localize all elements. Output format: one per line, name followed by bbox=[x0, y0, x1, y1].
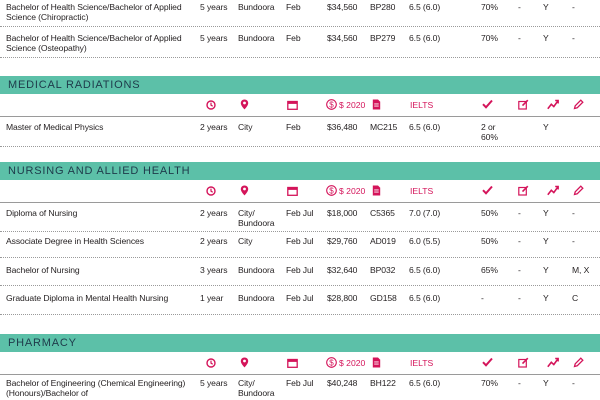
cell-c11: M, X bbox=[572, 265, 590, 275]
intake: Feb bbox=[286, 2, 301, 12]
campus: Bundoora bbox=[238, 33, 275, 43]
cell-c8: 50% bbox=[481, 208, 498, 218]
cell-c10: Y bbox=[543, 2, 549, 12]
ielts-label: IELTS bbox=[410, 186, 434, 196]
course-code: BP032 bbox=[370, 265, 396, 275]
cell-c8: 65% bbox=[481, 265, 498, 275]
svg-text:$: $ bbox=[329, 100, 334, 110]
cell-c10: Y bbox=[543, 378, 549, 388]
intake: Feb Jul bbox=[286, 293, 314, 303]
course-code: C5365 bbox=[370, 208, 395, 218]
dollar-icon bbox=[326, 185, 337, 196]
duration: 5 years bbox=[200, 2, 228, 12]
course-code: AD019 bbox=[370, 236, 396, 246]
section-title: NURSING AND ALLIED HEALTH bbox=[8, 165, 191, 177]
cell-c9: - bbox=[518, 208, 521, 218]
cell-c10: Y bbox=[543, 208, 549, 218]
ielts-score: 6.5 (6.0) bbox=[409, 2, 441, 12]
trend-icon bbox=[547, 357, 559, 368]
ielts-score: 6.0 (5.5) bbox=[409, 236, 441, 246]
cell-c11: - bbox=[572, 378, 575, 388]
row-divider bbox=[0, 146, 600, 147]
section-band bbox=[0, 76, 600, 94]
ielts-score: 6.5 (6.0) bbox=[409, 33, 441, 43]
column-header-row bbox=[0, 352, 600, 375]
ielts-score: 6.5 (6.0) bbox=[409, 265, 441, 275]
intake: Feb Jul bbox=[286, 208, 314, 218]
pencil-icon bbox=[573, 185, 584, 196]
cell-c11: - bbox=[572, 33, 575, 43]
duration: 2 years bbox=[200, 208, 228, 218]
clock-icon bbox=[206, 100, 216, 110]
cell-c9: - bbox=[518, 265, 521, 275]
cell-c9: - bbox=[518, 293, 521, 303]
course-name: Bachelor of Health Science/Bachelor of Applied Science (Chiropractic) bbox=[6, 2, 182, 22]
cell-c11: C bbox=[572, 293, 579, 303]
clock-icon bbox=[206, 186, 216, 196]
location-pin-icon bbox=[240, 99, 249, 110]
campus: City/ Bundoora bbox=[238, 208, 275, 228]
cell-c10: Y bbox=[543, 265, 549, 275]
row-divider bbox=[0, 57, 600, 58]
cell-c11: - bbox=[572, 208, 575, 218]
edit-icon bbox=[518, 99, 529, 110]
course-name: Bachelor of Engineering (Chemical Engineering) (Honours)/Bachelor of bbox=[6, 378, 186, 398]
intake: Feb Jul bbox=[286, 265, 314, 275]
duration: 2 years bbox=[200, 236, 228, 246]
document-icon bbox=[372, 99, 381, 110]
column-header-row bbox=[0, 94, 600, 117]
course-code: GD158 bbox=[370, 293, 397, 303]
svg-text:$: $ bbox=[329, 186, 334, 196]
course-code: BH122 bbox=[370, 378, 396, 388]
cell-c9: - bbox=[518, 378, 521, 388]
ielts-score: 6.5 (6.0) bbox=[409, 122, 441, 132]
location-pin-icon bbox=[240, 185, 249, 196]
dollar-icon bbox=[326, 357, 337, 368]
row-divider bbox=[0, 314, 600, 315]
section-band bbox=[0, 334, 600, 352]
intake: Feb Jul bbox=[286, 236, 314, 246]
duration: 3 years bbox=[200, 265, 228, 275]
section-title: MEDICAL RADIATIONS bbox=[8, 79, 141, 91]
campus: City/ Bundoora bbox=[238, 378, 275, 398]
cell-c10: Y bbox=[543, 122, 549, 132]
ielts-score: 6.5 (6.0) bbox=[409, 378, 441, 388]
document-icon bbox=[372, 357, 381, 368]
section-title: PHARMACY bbox=[8, 337, 77, 349]
row-divider bbox=[0, 26, 600, 27]
cell-c10: Y bbox=[543, 33, 549, 43]
ielts-label: IELTS bbox=[410, 358, 434, 368]
cell-c8: 50% bbox=[481, 236, 498, 246]
cell-c9: - bbox=[518, 33, 521, 43]
fee: $34,560 bbox=[327, 33, 358, 43]
edit-icon bbox=[518, 357, 529, 368]
cell-c9: - bbox=[518, 2, 521, 12]
document-icon bbox=[372, 185, 381, 196]
campus: Bundoora bbox=[238, 2, 275, 12]
cell-c9: - bbox=[518, 236, 521, 246]
cell-c8: 70% bbox=[481, 33, 498, 43]
fee: $28,800 bbox=[327, 293, 358, 303]
cell-c10: Y bbox=[543, 293, 549, 303]
intake: Feb bbox=[286, 33, 301, 43]
row-divider bbox=[0, 285, 600, 286]
row-divider bbox=[0, 231, 600, 232]
duration: 5 years bbox=[200, 33, 228, 43]
course-name: Bachelor of Health Science/Bachelor of Applied Science (Osteopathy) bbox=[6, 33, 182, 53]
fee: $32,640 bbox=[327, 265, 358, 275]
calendar-icon bbox=[287, 358, 298, 368]
location-pin-icon bbox=[240, 357, 249, 368]
clock-icon bbox=[206, 358, 216, 368]
checkmark-icon bbox=[482, 99, 493, 109]
cell-c10: Y bbox=[543, 236, 549, 246]
course-name: Master of Medical Physics bbox=[6, 122, 104, 132]
intake: Feb bbox=[286, 122, 301, 132]
checkmark-icon bbox=[482, 357, 493, 367]
duration: 2 years bbox=[200, 122, 228, 132]
trend-icon bbox=[547, 185, 559, 196]
course-name: Graduate Diploma in Mental Health Nursing bbox=[6, 293, 169, 303]
fee: $36,480 bbox=[327, 122, 358, 132]
fee-year-label: $ 2020 bbox=[339, 186, 366, 196]
cell-c8: - bbox=[481, 293, 484, 303]
cell-c8: 2 or 60% bbox=[481, 122, 498, 142]
cell-c8: 70% bbox=[481, 378, 498, 388]
pencil-icon bbox=[573, 99, 584, 110]
trend-icon bbox=[547, 99, 559, 110]
pencil-icon bbox=[573, 357, 584, 368]
course-code: MC215 bbox=[370, 122, 398, 132]
svg-text:$: $ bbox=[329, 358, 334, 368]
ielts-score: 6.5 (6.0) bbox=[409, 293, 441, 303]
cell-c11: - bbox=[572, 2, 575, 12]
course-code: BP279 bbox=[370, 33, 396, 43]
ielts-label: IELTS bbox=[410, 100, 434, 110]
campus: Bundoora bbox=[238, 293, 275, 303]
campus: Bundoora bbox=[238, 265, 275, 275]
cell-c11: - bbox=[572, 236, 575, 246]
row-divider bbox=[0, 257, 600, 258]
fee: $18,000 bbox=[327, 208, 358, 218]
fee: $34,560 bbox=[327, 2, 358, 12]
fee-year-label: $ 2020 bbox=[339, 358, 366, 368]
fee: $29,760 bbox=[327, 236, 358, 246]
duration: 5 years bbox=[200, 378, 228, 388]
course-code: BP280 bbox=[370, 2, 396, 12]
intake: Feb Jul bbox=[286, 378, 314, 388]
fee-year-label: $ 2020 bbox=[339, 100, 366, 110]
column-header-row bbox=[0, 180, 600, 203]
course-name: Associate Degree in Health Sciences bbox=[6, 236, 144, 246]
cell-c8: 70% bbox=[481, 2, 498, 12]
ielts-score: 7.0 (7.0) bbox=[409, 208, 441, 218]
edit-icon bbox=[518, 185, 529, 196]
course-name: Diploma of Nursing bbox=[6, 208, 78, 218]
campus: City bbox=[238, 236, 253, 246]
checkmark-icon bbox=[482, 185, 493, 195]
dollar-icon bbox=[326, 99, 337, 110]
course-name: Bachelor of Nursing bbox=[6, 265, 80, 275]
campus: City bbox=[238, 122, 253, 132]
section-band bbox=[0, 162, 600, 180]
duration: 1 year bbox=[200, 293, 224, 303]
calendar-icon bbox=[287, 100, 298, 110]
fee: $40,248 bbox=[327, 378, 358, 388]
calendar-icon bbox=[287, 186, 298, 196]
